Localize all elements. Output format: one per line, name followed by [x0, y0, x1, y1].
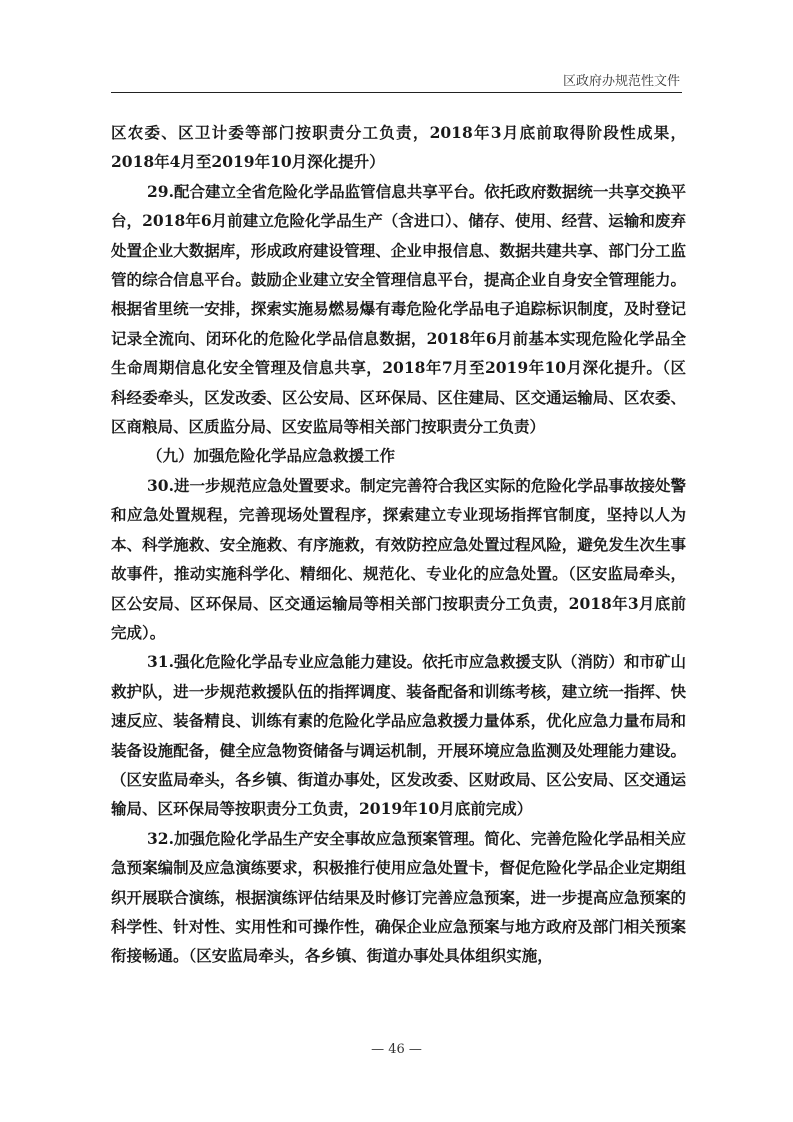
paragraph-item-29: 29.配合建立全省危险化学品监管信息共享平台。依托政府数据统一共享交换平台，2018年6月前建立危险化学品生产（含进口）、储存、使用、经营、运输和废弃处置企业大数据库，形成政府建设管理、企业申报信息、数据共建共享、部门分工监管的综合信息平台。鼓励企业建立安全管理信息平台，提高企业自身安全管理能力。根据省里统一安排，探索实施易燃易爆有毒危险化学品电子追踪标识制度，及时登记记录全流向、闭环化的危险化学品信息数据，2018年6月前基本实现危险化学品全生命周期信息化安全管理及信息共享，2018年7月至2019年10月深化提升。（区科经委牵头，区发改委、区公安局、区环保局、区住建局、区交通运输局、区农委、区商粮局、区质监分局、区安监局等相关部门按职责分工负责）: [111, 181, 686, 437]
paragraph-item-31: 31.强化危险化学品专业应急能力建设。依托市应急救援支队（消防）和市矿山救护队，进一步规范救援队伍的指挥调度、装备配备和训练考核，建立统一指挥、快速反应、装备精良、训练有素的危险化学品应急救援力量体系，优化应急力量布局和装备设施配备，健全应急物资储备与调运机制，开展环境应急监测及处理能力建设。（区安监局牵头，各乡镇、街道办事处，区发改委、区财政局、区公安局、区交通运输局、区环保局等按职责分工负责，2019年10月底前完成）: [111, 652, 686, 819]
page-number: — 46 —: [371, 1042, 422, 1057]
paragraph-item-30: 30.进一步规范应急处置要求。制定完善符合我区实际的危险化学品事故接处警和应急处置规程，完善现场处置程序，探索建立专业现场指挥官制度，坚持以人为本、科学施救、安全施救、有序施救，有效防控应急处置过程风险，避免发生次生事故事件，推动实施科学化、精细化、规范化、专业化的应急处置。（区安监局牵头，区公安局、区环保局、区交通运输局等相关部门按职责分工负责，2018年3月底前完成）。: [111, 475, 686, 642]
header-divider: [111, 92, 682, 93]
paragraph-continuation: 区农委、区卫计委等部门按职责分工负责，2018年3月底前取得阶段性成果，2018年4月至2019年10月深化提升）: [111, 123, 686, 172]
document-body: [111, 118, 686, 971]
document-category-label: 区政府办规范性文件: [562, 74, 680, 89]
section-heading-9: （九）加强危险化学品应急救援工作: [147, 446, 396, 466]
paragraph-item-32: 32.加强危险化学品生产安全事故应急预案管理。简化、完善危险化学品相关应急预案编制及应急演练要求，积极推行使用应急处置卡，督促危险化学品企业定期组织开展联合演练，根据演练评估结果及时修订完善应急预案，进一步提高应急预案的科学性、针对性、实用性和可操作性，确保企业应急预案与地方政府及部门相关预案衔接畅通。（区安监局牵头，各乡镇、街道办事处具体组织实施，: [111, 828, 686, 966]
